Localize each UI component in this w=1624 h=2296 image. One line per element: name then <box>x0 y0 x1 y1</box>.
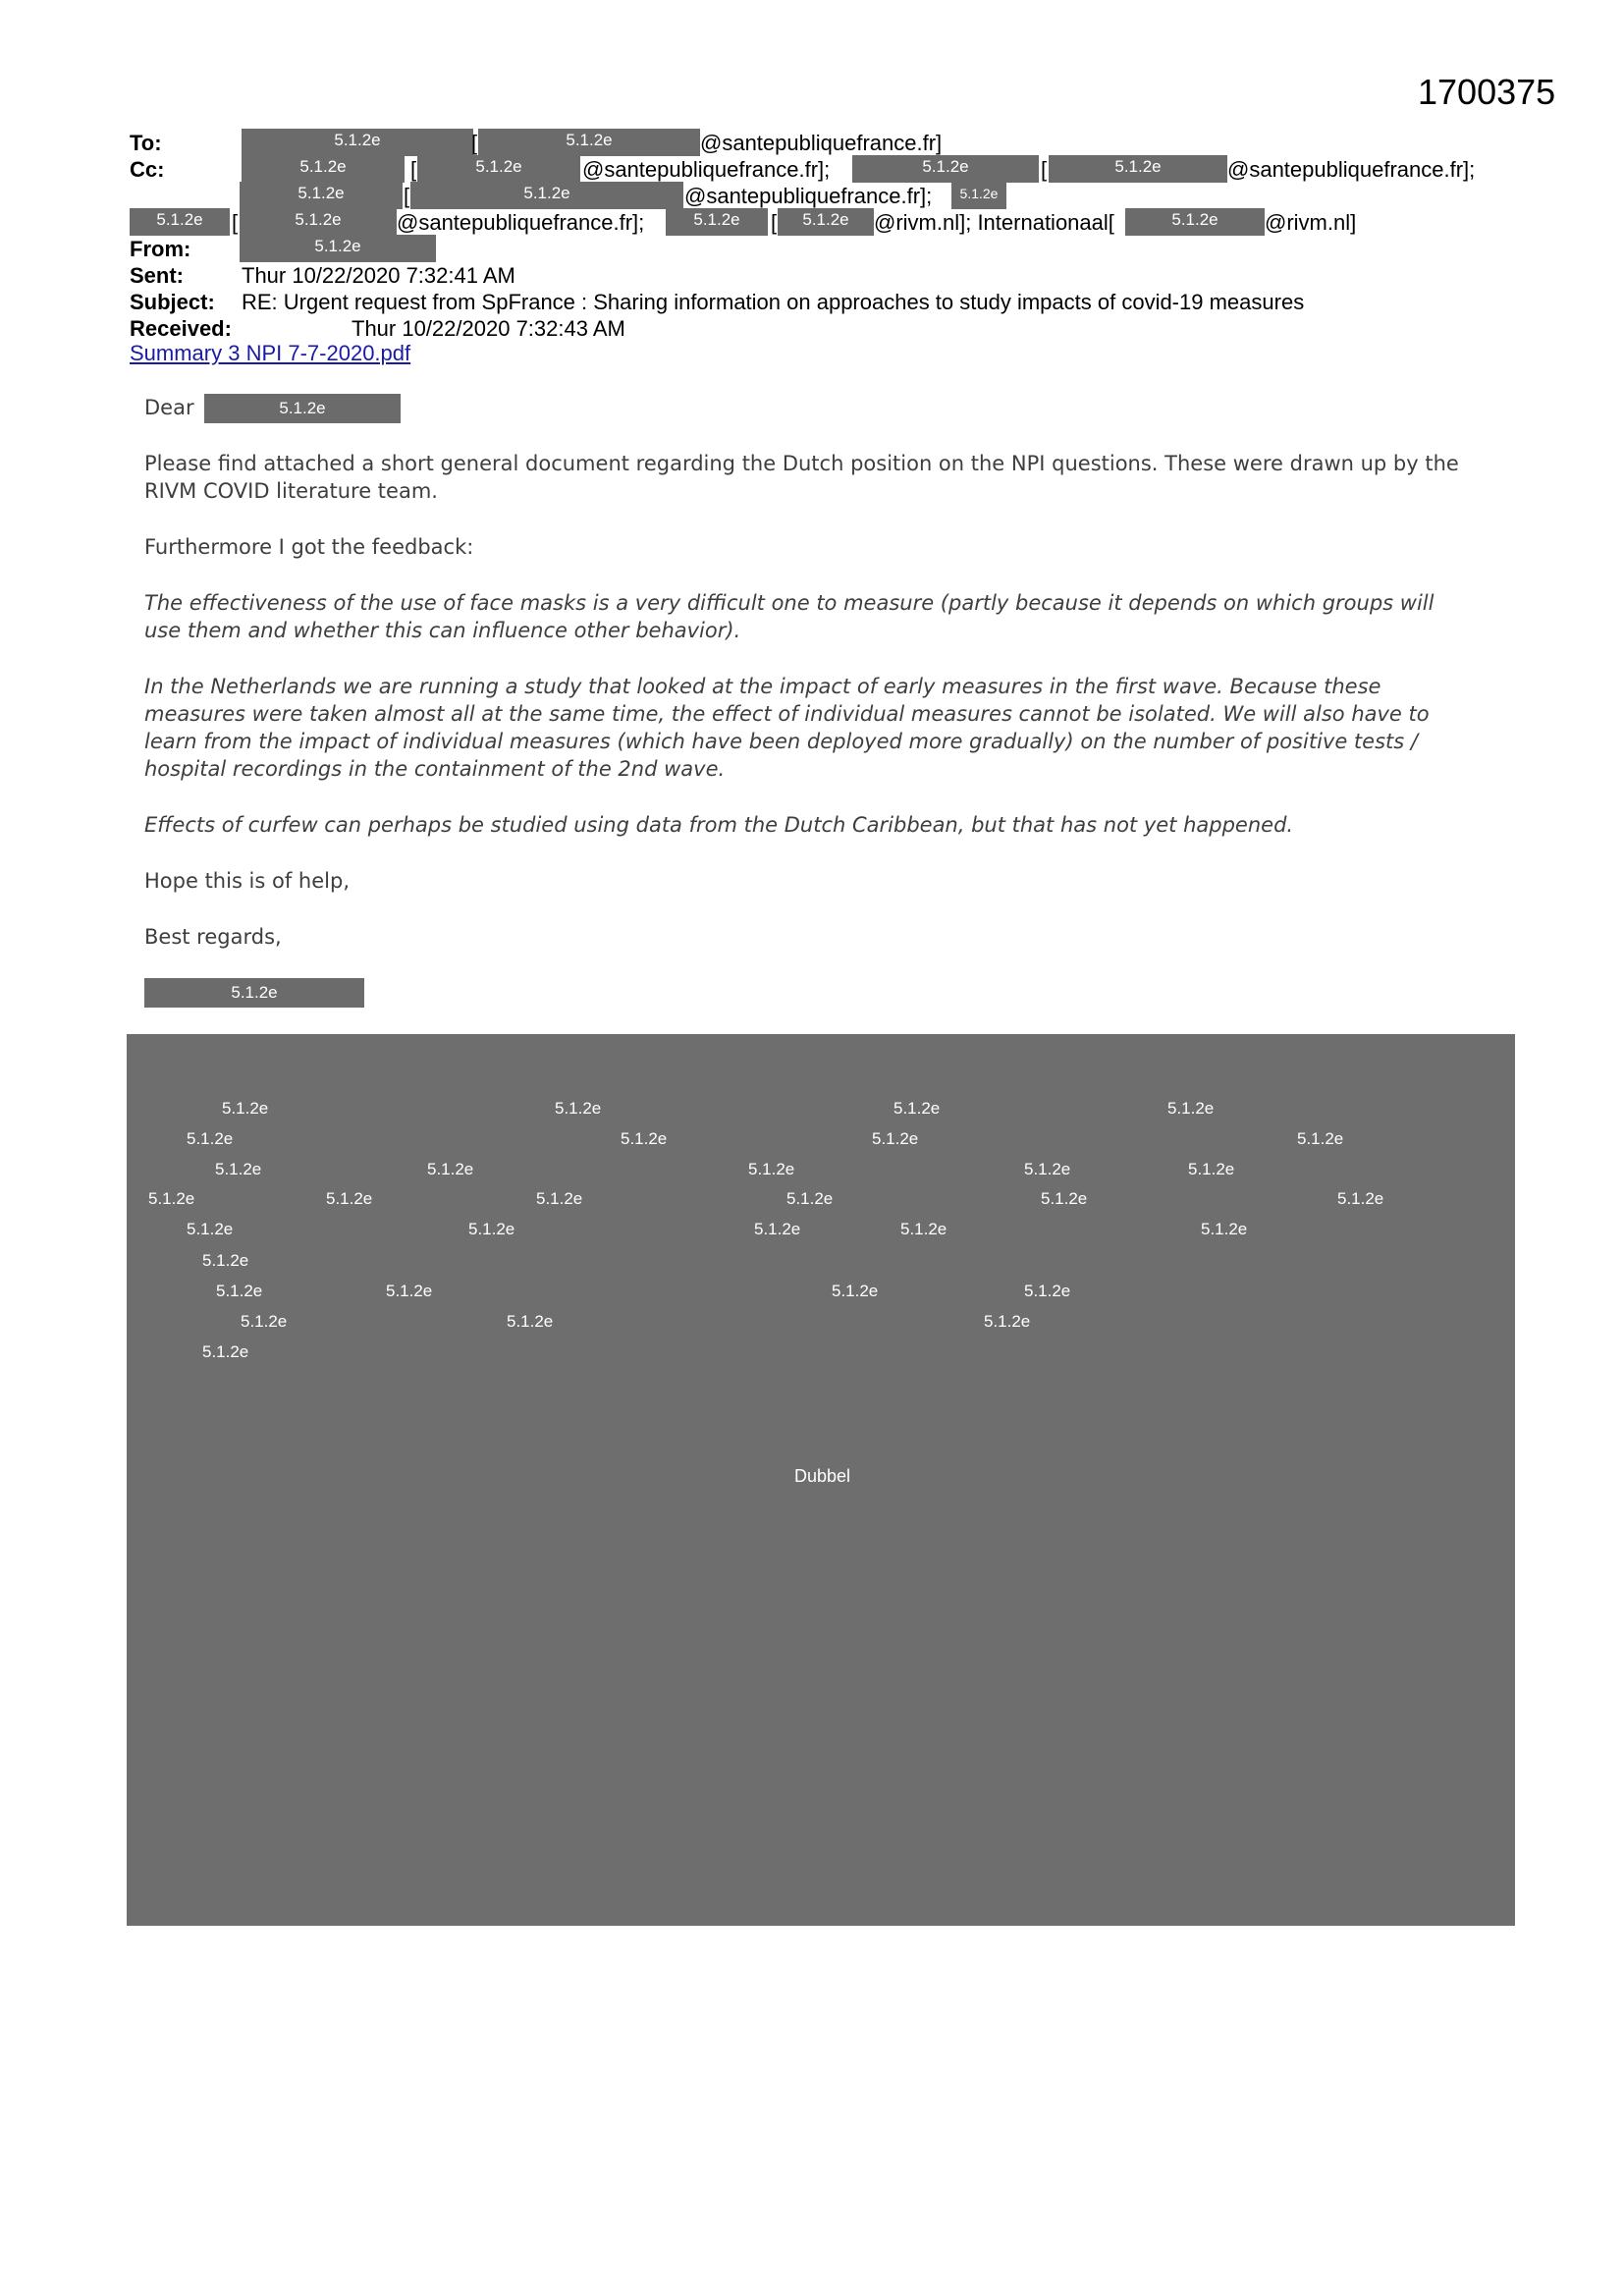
cc-domain: @santepubliquefrance.fr]; <box>397 210 645 235</box>
subject-label: Subject: <box>130 290 215 314</box>
redaction-label: 5.1.2e <box>202 1342 249 1361</box>
redaction-label: 5.1.2e <box>1297 1129 1344 1148</box>
redaction-label: 5.1.2e <box>507 1312 554 1331</box>
bracket: [ <box>771 210 778 235</box>
redaction: 5.1.2e <box>666 208 768 236</box>
redaction-label: 5.1.2e <box>621 1129 668 1148</box>
redaction: 5.1.2e <box>1049 155 1227 183</box>
redaction-label: 5.1.2e <box>187 1220 234 1238</box>
redaction: 5.1.2e <box>242 155 405 183</box>
to-domain: @santepubliquefrance.fr] <box>700 131 943 155</box>
redaction-label: 5.1.2e <box>187 1129 234 1148</box>
cc-domain: @santepubliquefrance.fr]; <box>1227 157 1476 182</box>
redaction-label: 5.1.2e <box>536 1189 583 1208</box>
from-redaction: 5.1.2e <box>240 235 436 262</box>
greeting-redaction: 5.1.2e <box>204 394 401 423</box>
redaction-label: 5.1.2e <box>872 1129 919 1148</box>
paragraph-curfew: Effects of curfew can perhaps be studied using data from the Dutch Caribbean, but that has not yet happened. <box>144 813 1294 837</box>
redaction-label: 5.1.2e <box>786 1189 834 1208</box>
bracket: [ <box>1041 157 1048 182</box>
redaction-label: 5.1.2e <box>984 1312 1031 1331</box>
document-number: 1700375 <box>1418 72 1556 112</box>
redaction: 5.1.2e <box>410 182 683 209</box>
redaction-label: 5.1.2e <box>148 1189 195 1208</box>
signature-redaction: 5.1.2e <box>144 978 364 1008</box>
redaction: 5.1.2e <box>240 182 403 209</box>
redaction: 5.1.2e <box>951 182 1006 209</box>
redaction-label: 5.1.2e <box>893 1099 941 1118</box>
redaction-label: 5.1.2e <box>1167 1099 1215 1118</box>
redaction-label: 5.1.2e <box>832 1282 879 1300</box>
cc-domain-rivm-end: @rivm.nl] <box>1265 210 1357 235</box>
redaction-label: 5.1.2e <box>222 1099 269 1118</box>
redaction: 5.1.2e <box>130 208 230 236</box>
redaction-label: 5.1.2e <box>900 1220 947 1238</box>
redaction-label: 5.1.2e <box>386 1282 433 1300</box>
redaction-label: 5.1.2e <box>216 1282 263 1300</box>
redaction: 5.1.2e <box>417 155 580 183</box>
to-label: To: <box>130 131 162 155</box>
redaction-label: 5.1.2e <box>748 1160 795 1178</box>
sent-value: Thur 10/22/2020 7:32:41 AM <box>242 263 515 288</box>
paragraph-intro: Please find attached a short general document regarding the Dutch position on the NPI questions. These were drawn up by the RIVM COVID literature team. <box>144 452 1459 503</box>
bracket: [ <box>232 210 239 235</box>
redaction: 5.1.2e <box>240 208 397 236</box>
redacted-block <box>127 1034 1515 1926</box>
redaction-label: 5.1.2e <box>754 1220 801 1238</box>
bracket: [ <box>410 157 417 182</box>
attachment-link[interactable]: Summary 3 NPI 7-7-2020.pdf <box>130 341 411 365</box>
redaction-label: 5.1.2e <box>1337 1189 1384 1208</box>
redaction-label: 5.1.2e <box>241 1312 288 1331</box>
redaction-label: 5.1.2e <box>1188 1160 1235 1178</box>
redaction-label: 5.1.2e <box>326 1189 373 1208</box>
redaction: 5.1.2e <box>478 129 700 156</box>
redaction: 5.1.2e <box>778 208 874 236</box>
bracket: [ <box>404 184 410 208</box>
sent-label: Sent: <box>130 263 184 288</box>
redaction-label: 5.1.2e <box>555 1099 602 1118</box>
paragraph-feedback: Furthermore I got the feedback: <box>144 535 474 559</box>
redaction-label: 5.1.2e <box>1041 1189 1088 1208</box>
redaction-label: 5.1.2e <box>202 1251 249 1270</box>
redaction: 5.1.2e <box>242 129 473 156</box>
paragraph-regards: Best regards, <box>144 925 282 949</box>
subject-value: RE: Urgent request from SpFrance : Sharing information on approaches to study impacts of covid-19 measures <box>242 290 1305 314</box>
redaction-label: 5.1.2e <box>468 1220 515 1238</box>
bracket: [ <box>471 131 478 155</box>
redaction-label: 5.1.2e <box>215 1160 262 1178</box>
cc-domain: @santepubliquefrance.fr]; <box>582 157 831 182</box>
cc-label: Cc: <box>130 157 165 182</box>
redaction-label: 5.1.2e <box>1024 1160 1071 1178</box>
redaction-label: 5.1.2e <box>1024 1282 1071 1300</box>
paragraph-face-masks: The effectiveness of the use of face masks is a very difficult one to measure (partly because it depends on which groups will use them and whether this can influence other behavior). <box>144 591 1435 642</box>
redaction: 5.1.2e <box>852 155 1039 183</box>
cc-domain-rivm: @rivm.nl]; Internationaal[ <box>874 210 1114 235</box>
cc-domain: @santepubliquefrance.fr]; <box>684 184 933 208</box>
paragraph-study: In the Netherlands we are running a study that looked at the impact of early measures in the first wave. Because these measures were taken almost all at the same time, the effect of individual measures cannot be isolated. We will also have to learn from the impact of individual measures (which have been deployed more gradually) on the number of positive tests / hospital recordings in the containment of the 2nd wave. <box>144 675 1430 781</box>
received-value: Thur 10/22/2020 7:32:43 AM <box>352 316 625 341</box>
from-label: From: <box>130 237 191 261</box>
received-label: Received: <box>130 316 232 341</box>
redaction-reason: Dubbel <box>794 1466 851 1486</box>
redaction: 5.1.2e <box>1125 208 1265 236</box>
paragraph-hope: Hope this is of help, <box>144 869 350 893</box>
greeting: Dear <box>144 396 194 419</box>
redaction-label: 5.1.2e <box>427 1160 474 1178</box>
redaction-label: 5.1.2e <box>1201 1220 1248 1238</box>
